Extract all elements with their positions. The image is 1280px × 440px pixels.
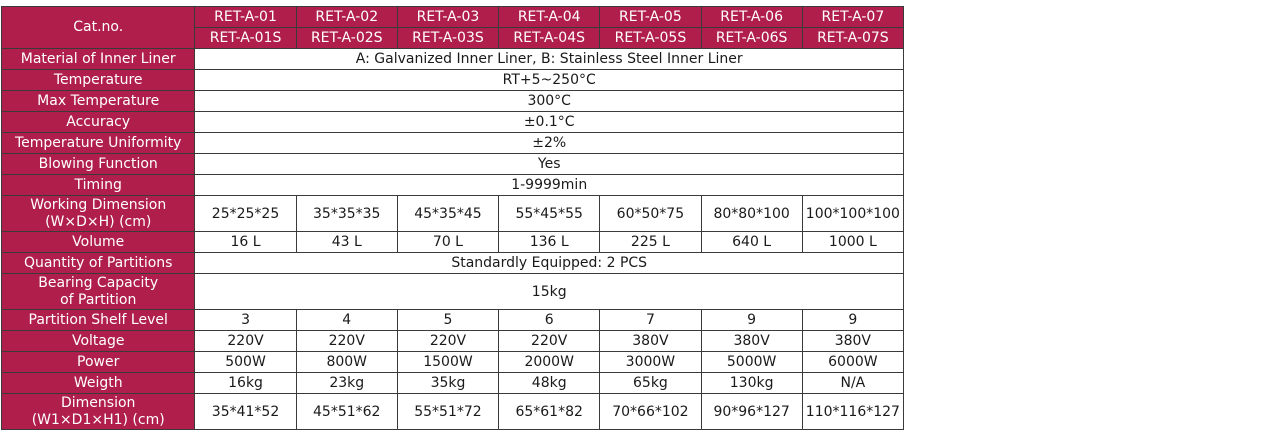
- cat-no-label: Cat.no.: [2, 7, 195, 49]
- model-cell: RET-A-02: [296, 7, 397, 28]
- merged-value: RT+5~250°C: [195, 70, 904, 91]
- row-label: Partition Shelf Level: [2, 310, 195, 331]
- value-cell: 16 L: [195, 232, 296, 253]
- value-cell: 4: [296, 310, 397, 331]
- model-cell: RET-A-03: [397, 7, 498, 28]
- value-cell: 500W: [195, 352, 296, 373]
- value-cell: N/A: [802, 373, 903, 394]
- row-max-temperature: [2, 91, 904, 112]
- row-label: Volume: [2, 232, 195, 253]
- row-timing: [2, 175, 904, 196]
- value-cell: 65*61*82: [499, 394, 600, 430]
- row-label: Voltage: [2, 331, 195, 352]
- row-bearing: [2, 274, 904, 310]
- row-label: [2, 274, 195, 310]
- model-s-cell: RET-A-04S: [499, 28, 600, 49]
- merged-value: 300°C: [195, 91, 904, 112]
- spec-table: [1, 6, 904, 430]
- value-cell: 6: [499, 310, 600, 331]
- row-power: [2, 352, 904, 373]
- value-cell: 60*50*75: [600, 196, 701, 232]
- row-blowing: [2, 154, 904, 175]
- value-cell: 3: [195, 310, 296, 331]
- row-label-line: Dimension: [61, 394, 136, 411]
- row-uniformity: [2, 133, 904, 154]
- row-label-line: (W×D×H) (cm): [45, 213, 152, 230]
- value-cell: 65kg: [600, 373, 701, 394]
- row-label: [2, 196, 195, 232]
- header-row-models: [2, 7, 904, 28]
- value-cell: 5000W: [701, 352, 802, 373]
- value-cell: 3000W: [600, 352, 701, 373]
- row-dimension: [2, 394, 904, 430]
- row-label: Material of Inner Liner: [2, 49, 195, 70]
- value-cell: 380V: [701, 331, 802, 352]
- model-cell: RET-A-01: [195, 7, 296, 28]
- value-cell: 640 L: [701, 232, 802, 253]
- value-cell: 220V: [195, 331, 296, 352]
- value-cell: 1000 L: [802, 232, 903, 253]
- value-cell: 6000W: [802, 352, 903, 373]
- value-cell: 1500W: [397, 352, 498, 373]
- value-cell: 23kg: [296, 373, 397, 394]
- value-cell: 5: [397, 310, 498, 331]
- value-cell: 220V: [499, 331, 600, 352]
- merged-value: A: Galvanized Inner Liner, B: Stainless Steel Inner Liner: [195, 49, 904, 70]
- value-cell: 800W: [296, 352, 397, 373]
- merged-value: ±2%: [195, 133, 904, 154]
- row-weight: [2, 373, 904, 394]
- merged-value: 15kg: [195, 274, 904, 310]
- value-cell: 25*25*25: [195, 196, 296, 232]
- model-s-cell: RET-A-03S: [397, 28, 498, 49]
- row-label-line: Bearing Capacity: [38, 274, 159, 291]
- merged-value: ±0.1°C: [195, 112, 904, 133]
- value-cell: 70 L: [397, 232, 498, 253]
- row-temperature: [2, 70, 904, 91]
- value-cell: 43 L: [296, 232, 397, 253]
- row-label: Timing: [2, 175, 195, 196]
- merged-value: Yes: [195, 154, 904, 175]
- value-cell: 2000W: [499, 352, 600, 373]
- row-label: Quantity of Partitions: [2, 253, 195, 274]
- model-s-cell: RET-A-06S: [701, 28, 802, 49]
- model-s-cell: RET-A-07S: [802, 28, 903, 49]
- merged-value: Standardly Equipped: 2 PCS: [195, 253, 904, 274]
- value-cell: 80*80*100: [701, 196, 802, 232]
- row-partitions: [2, 253, 904, 274]
- model-s-cell: RET-A-01S: [195, 28, 296, 49]
- value-cell: 55*51*72: [397, 394, 498, 430]
- value-cell: 45*51*62: [296, 394, 397, 430]
- row-working-dimension: [2, 196, 904, 232]
- value-cell: 35kg: [397, 373, 498, 394]
- model-s-cell: RET-A-02S: [296, 28, 397, 49]
- row-material: [2, 49, 904, 70]
- value-cell: 16kg: [195, 373, 296, 394]
- value-cell: 9: [802, 310, 903, 331]
- model-s-cell: RET-A-05S: [600, 28, 701, 49]
- model-cell: RET-A-06: [701, 7, 802, 28]
- row-label-line: Working Dimension: [30, 196, 167, 213]
- value-cell: 48kg: [499, 373, 600, 394]
- row-voltage: [2, 331, 904, 352]
- row-accuracy: [2, 112, 904, 133]
- value-cell: 45*35*45: [397, 196, 498, 232]
- value-cell: 220V: [296, 331, 397, 352]
- row-label: Blowing Function: [2, 154, 195, 175]
- row-label: Weigth: [2, 373, 195, 394]
- value-cell: 35*41*52: [195, 394, 296, 430]
- value-cell: 7: [600, 310, 701, 331]
- value-cell: 90*96*127: [701, 394, 802, 430]
- value-cell: 9: [701, 310, 802, 331]
- row-label: [2, 394, 195, 430]
- row-label-line: of Partition: [60, 291, 137, 308]
- value-cell: 55*45*55: [499, 196, 600, 232]
- value-cell: 110*116*127: [802, 394, 903, 430]
- value-cell: 130kg: [701, 373, 802, 394]
- row-volume: [2, 232, 904, 253]
- value-cell: 35*35*35: [296, 196, 397, 232]
- value-cell: 100*100*100: [802, 196, 903, 232]
- value-cell: 380V: [600, 331, 701, 352]
- value-cell: 70*66*102: [600, 394, 701, 430]
- row-label: Temperature Uniformity: [2, 133, 195, 154]
- value-cell: 225 L: [600, 232, 701, 253]
- value-cell: 380V: [802, 331, 903, 352]
- row-label: Accuracy: [2, 112, 195, 133]
- model-cell: RET-A-05: [600, 7, 701, 28]
- model-cell: RET-A-04: [499, 7, 600, 28]
- merged-value: 1-9999min: [195, 175, 904, 196]
- row-label: Max Temperature: [2, 91, 195, 112]
- value-cell: 220V: [397, 331, 498, 352]
- row-label: Power: [2, 352, 195, 373]
- row-shelf-level: [2, 310, 904, 331]
- row-label: Temperature: [2, 70, 195, 91]
- model-cell: RET-A-07: [802, 7, 903, 28]
- value-cell: 136 L: [499, 232, 600, 253]
- row-label-line: (W1×D1×H1) (cm): [31, 411, 165, 428]
